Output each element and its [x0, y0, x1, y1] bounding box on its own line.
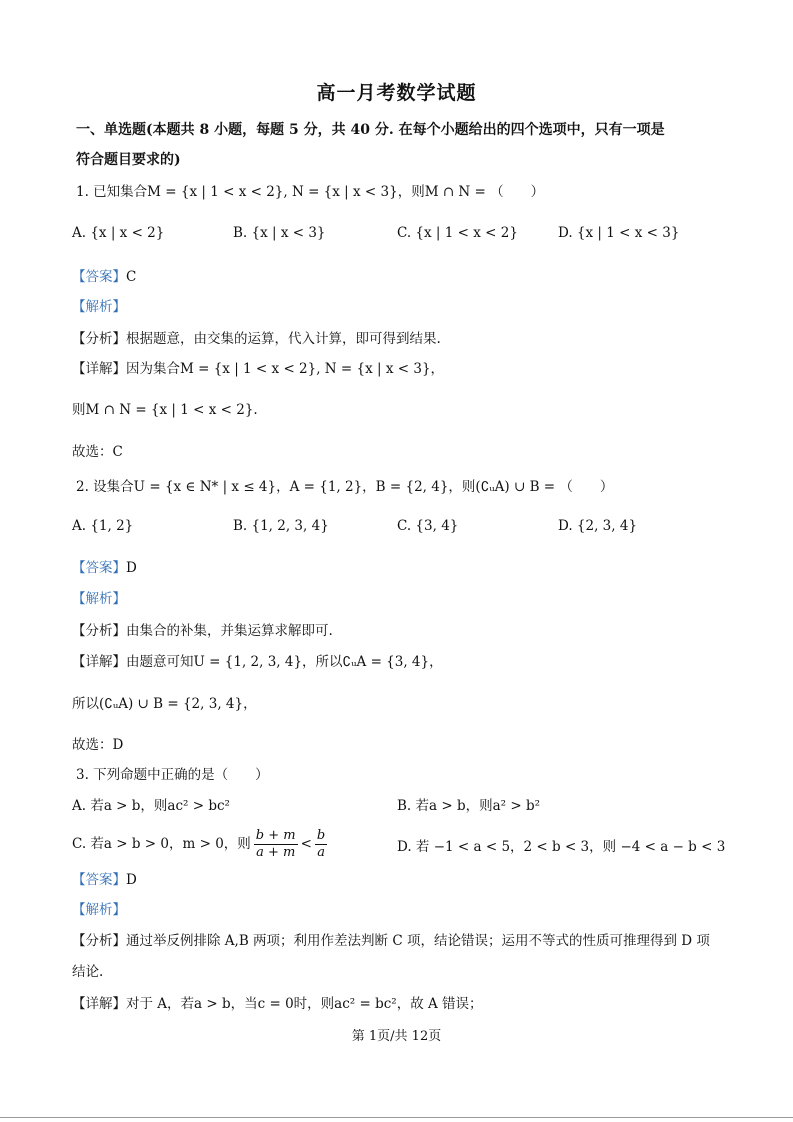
page-title: 高一月考数学试题: [316, 82, 477, 104]
q3-xiangjie-text: 对于 A，若a > b，当c = 0时，则ac² = bc²，故 A 错误；: [126, 996, 483, 1012]
q1-fenxi-line: [72, 330, 441, 348]
fraction-denominator: a: [317, 845, 325, 860]
q3-option-c-prefix: C. 若a > b > 0，m > 0，则: [72, 836, 251, 852]
q2-analysis-line: [72, 590, 126, 608]
q1-solution-line2: 则M ∩ N = {x | 1 < x < 2}.: [72, 402, 258, 418]
q3-answer-line: [72, 871, 137, 889]
q3-answer: D: [126, 872, 137, 888]
q3-fenxi-line2: 结论.: [72, 964, 104, 980]
q2-answer: D: [126, 560, 137, 576]
section-heading-line2: 符合题目要求的): [76, 152, 181, 168]
analysis-tag: 【解析】: [72, 902, 126, 918]
q3-option-b: B. 若a > b，则a² > b²: [397, 798, 540, 814]
q3-option-d: D. 若 −1 < a < 5，2 < b < 3，则 −4 < a − b < 3: [397, 839, 726, 855]
xiangjie-tag: 【详解】: [72, 654, 126, 670]
q1-option-a: A. {x | x < 2}: [72, 225, 165, 241]
q2-answer-line: [72, 559, 137, 577]
bottom-divider: [0, 1117, 793, 1118]
q2-choice: 故选：D: [72, 737, 124, 753]
q3-xiangjie-line: [72, 995, 483, 1013]
q1-analysis-line: [72, 298, 126, 316]
less-than-sign: <: [300, 836, 312, 852]
q1-option-c: C. {x | 1 < x < 2}: [397, 225, 518, 241]
xiangjie-tag: 【详解】: [72, 996, 126, 1012]
q3-analysis-line: [72, 901, 126, 919]
q1-choice: 故选：C: [72, 444, 123, 460]
analysis-tag: 【解析】: [72, 299, 126, 315]
fenxi-tag: 【分析】: [72, 331, 126, 347]
q2-option-c: C. {3, 4}: [397, 518, 459, 534]
fraction-numerator: b + m: [255, 828, 296, 843]
q1-xiangjie-line: [72, 360, 444, 378]
analysis-tag: 【解析】: [72, 591, 126, 607]
fraction-b-plus-m-over-a-plus-m: [254, 828, 298, 861]
q2-fenxi-text: 由集合的补集，并集运算求解即可.: [126, 623, 333, 639]
q3-stem: 3. 下列命题中正确的是（ ）: [76, 767, 269, 783]
q1-answer-line: [72, 268, 136, 286]
answer-tag: 【答案】: [72, 560, 126, 576]
q3-option-a: A. 若a > b，则ac² > bc²: [72, 798, 230, 814]
q2-solution-line2: 所以(∁ᵤA) ∪ B = {2, 3, 4}，: [72, 696, 257, 712]
answer-tag: 【答案】: [72, 872, 126, 888]
q2-stem: 2. 设集合U = {x ∈ N* | x ≤ 4}，A = {1, 2}，B = {2, 4}，则(∁ᵤA) ∪ B = （ ）: [76, 479, 614, 495]
fenxi-tag: 【分析】: [72, 933, 126, 949]
q1-option-b: B. {x | x < 3}: [233, 225, 326, 241]
q3-fenxi-text: 通过举反例排除 A,B 两项；利用作差法判断 C 项，结论错误；运用不等式的性质可推理得到 D 项: [126, 933, 710, 949]
answer-tag: 【答案】: [72, 269, 126, 285]
q3-fenxi-line1: [72, 932, 710, 950]
fraction-b-over-a: [315, 828, 327, 861]
fraction-numerator: b: [316, 828, 326, 843]
q2-option-b: B. {1, 2, 3, 4}: [233, 518, 329, 534]
xiangjie-tag: 【详解】: [72, 361, 126, 377]
q2-option-a: A. {1, 2}: [72, 518, 134, 534]
q2-fenxi-line: [72, 622, 333, 640]
q1-xiangjie-text: 因为集合M = {x | 1 < x < 2}, N = {x | x < 3}，: [126, 361, 445, 377]
fenxi-tag: 【分析】: [72, 623, 126, 639]
q2-option-d: D. {2, 3, 4}: [558, 518, 638, 534]
section-heading-line1: 一、单选题(本题共 8 小题，每题 5 分，共 40 分. 在每个小题给出的四个选项中，只有一项是: [76, 122, 665, 138]
q3-option-c: [72, 828, 330, 861]
q2-xiangjie-line: [72, 653, 443, 671]
q1-fenxi-text: 根据题意，由交集的运算，代入计算，即可得到结果.: [126, 331, 441, 347]
fraction-denominator: a + m: [256, 845, 296, 860]
q1-stem: 1. 已知集合M = {x | 1 < x < 2}, N = {x | x < 3}，则M ∩ N = （ ）: [76, 184, 545, 200]
q1-option-d: D. {x | 1 < x < 3}: [558, 225, 680, 241]
q2-xiangjie-text: 由题意可知U = {1, 2, 3, 4}，所以∁ᵤA = {3, 4}，: [126, 654, 443, 670]
page-footer: 第 1页/共 12页: [351, 1029, 442, 1044]
q1-answer: C: [126, 269, 137, 285]
